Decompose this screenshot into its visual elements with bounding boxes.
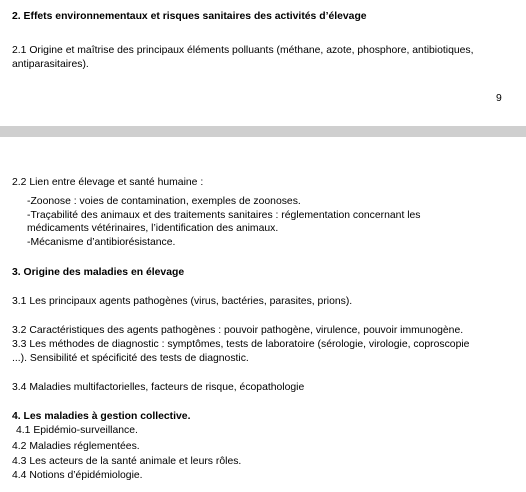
item-4-4: 4.4 Notions d’épidémiologie. — [12, 470, 143, 481]
bullet-zoonose: -Zoonose : voies de contamination, exemples de zoonoses. — [27, 196, 301, 207]
bullet-antibioresistance: -Mécanisme d’antibiorésistance. — [27, 237, 176, 248]
item-4-1: 4.1 Epidémio-surveillance. — [16, 425, 138, 436]
item-3-4: 3.4 Maladies multifactorielles, facteurs de risque, écopathologie — [12, 382, 305, 393]
section-2-heading: 2. Effets environnementaux et risques sanitaires des activités d’élevage — [12, 11, 367, 22]
item-2-1-line1: 2.1 Origine et maîtrise des principaux éléments polluants (méthane, azote, phosphore, antibiotiques, — [12, 45, 474, 56]
item-2-2: 2.2 Lien entre élevage et santé humaine : — [12, 177, 204, 188]
item-4-2: 4.2 Maladies réglementées. — [12, 441, 140, 452]
item-4-3: 4.3 Les acteurs de la santé animale et leurs rôles. — [12, 456, 242, 467]
item-3-1: 3.1 Les principaux agents pathogènes (virus, bactéries, parasites, prions). — [12, 296, 353, 307]
section-3-heading: 3. Origine des maladies en élevage — [12, 267, 185, 278]
item-3-2: 3.2 Caractéristiques des agents pathogènes : pouvoir pathogène, virulence, pouvoir immunogène. — [12, 325, 464, 336]
item-3-3-line2: ...). Sensibilité et spécificité des tests de diagnostic. — [12, 353, 249, 364]
bullet-tracabilite-line2: médicaments vétérinaires, l’identification des animaux. — [27, 223, 279, 234]
page-divider — [0, 126, 526, 137]
bullet-tracabilite-line1: -Traçabilité des animaux et des traitements sanitaires : réglementation concernant les — [27, 210, 421, 221]
page-number: 9 — [496, 93, 502, 104]
item-2-1-line2: antiparasitaires). — [12, 59, 89, 70]
item-3-3-line1: 3.3 Les méthodes de diagnostic : symptômes, tests de laboratoire (sérologie, virologie, coproscopie — [12, 339, 470, 350]
section-4-heading: 4. Les maladies à gestion collective. — [12, 411, 191, 422]
